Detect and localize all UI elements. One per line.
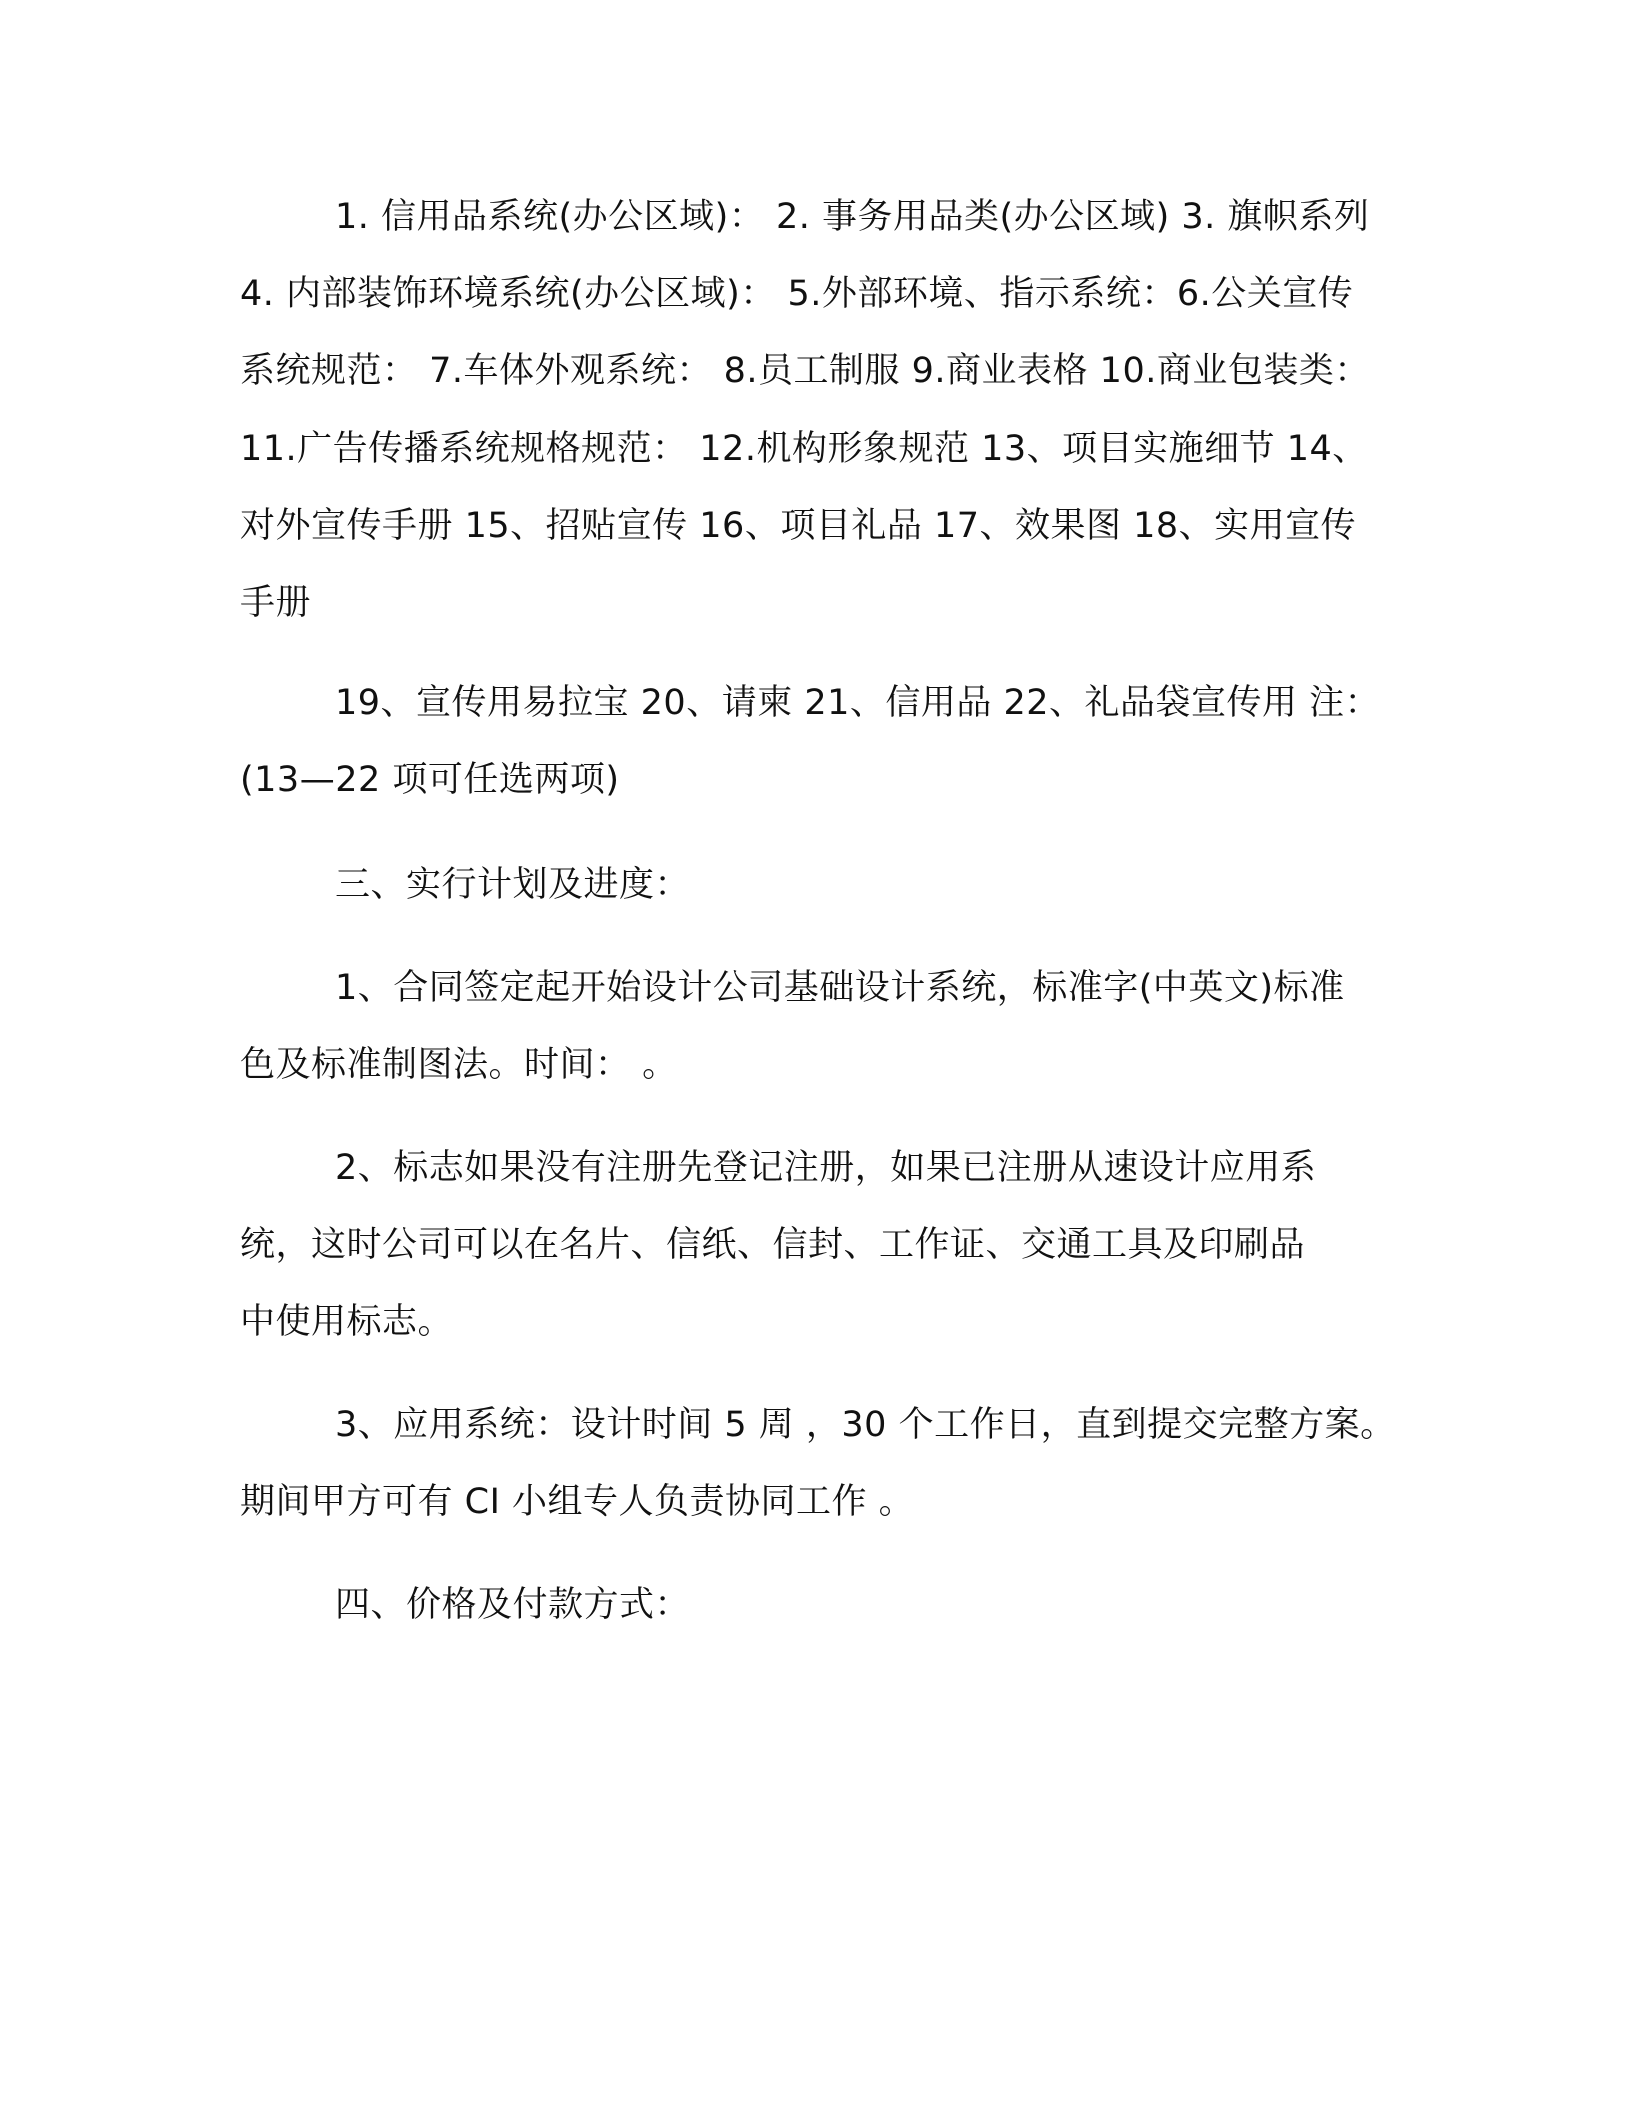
paragraph-line: 3、应用系统：设计时间 5 周 ，30 个工作日，直到提交完整方案。 [335, 1405, 1396, 1445]
paragraph-line: 19、宣传用易拉宝 20、请柬 21、信用品 22、礼品袋宣传用 注： [335, 683, 1381, 723]
paragraph-line: 期间甲方可有 CI 小组专人负责协同工作 。 [240, 1482, 915, 1522]
section-heading: 三、实行计划及进度： [335, 865, 691, 905]
paragraph-line: 中使用标志。 [240, 1302, 454, 1342]
paragraph-line: 1、合同签定起开始设计公司基础设计系统，标准字(中英文)标准 [335, 968, 1345, 1008]
paragraph-line: 4. 内部装饰环境系统(办公区域)： 5.外部环境、指示系统：6.公关宣传 [240, 274, 1354, 314]
paragraph-line: (13—22 项可任选两项) [240, 760, 620, 800]
paragraph-line: 11.广告传播系统规格规范： 12.机构形象规范 13、项目实施细节 14、 [240, 429, 1368, 469]
paragraph-line: 统，这时公司可以在名片、信纸、信封、工作证、交通工具及印刷品 [240, 1225, 1306, 1265]
paragraph-line: 1. 信用品系统(办公区域)： 2. 事务用品类(办公区域) 3. 旗帜系列 [335, 197, 1370, 237]
paragraph-line: 系统规范： 7.车体外观系统： 8.员工制服 9.商业表格 10.商业包装类： [240, 351, 1370, 391]
paragraph-line: 色及标准制图法。时间： 。 [240, 1045, 678, 1085]
section-heading: 四、价格及付款方式： [335, 1585, 691, 1625]
paragraph-line: 2、标志如果没有注册先登记注册，如果已注册从速设计应用系 [335, 1148, 1317, 1188]
paragraph-line: 手册 [240, 583, 312, 623]
paragraph-line: 对外宣传手册 15、招贴宣传 16、项目礼品 17、效果图 18、实用宣传 [240, 506, 1357, 546]
